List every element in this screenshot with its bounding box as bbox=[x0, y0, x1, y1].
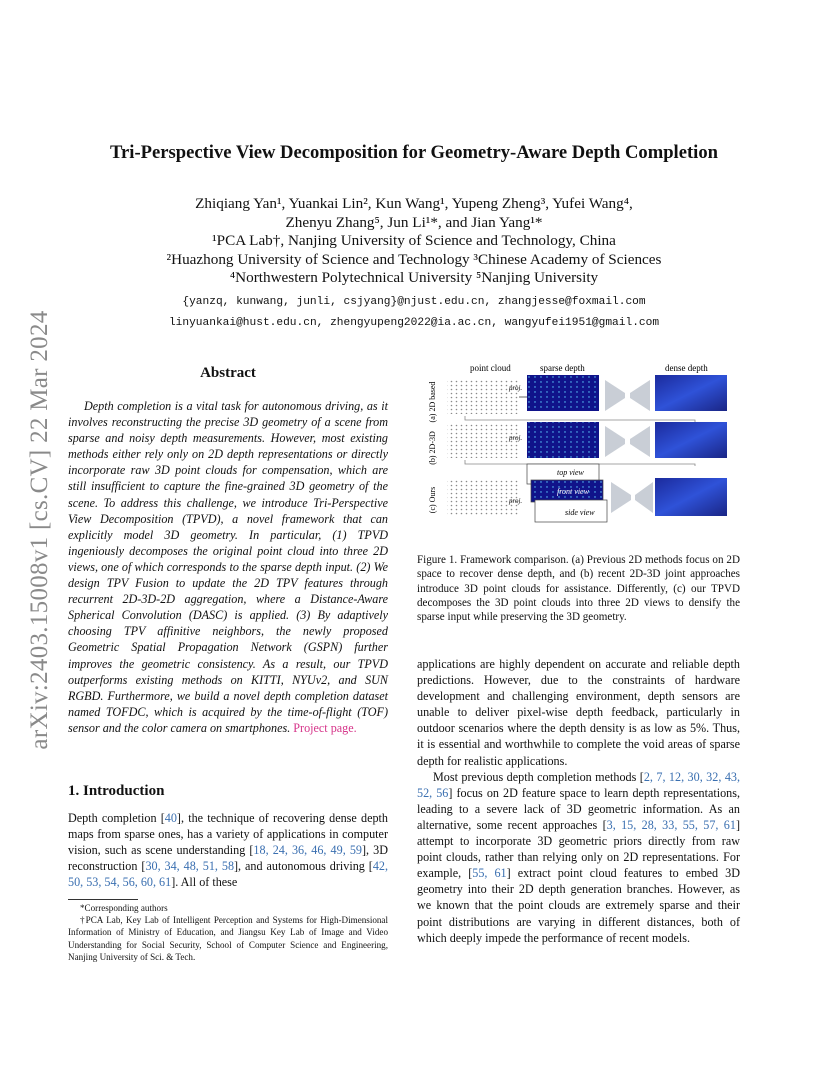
citation-link[interactable]: 30, 34, 48, 51, 58 bbox=[145, 859, 235, 874]
figure-caption: Figure 1. Framework comparison. (a) Previous 2D methods focus on 2D space to recover dense depth, and (b) recent 2D-3D joint approaches introduce 3D point clouds for assistance. Differently, (c) our TPVD decomposes the 3D point clouds into three 2D views to densify the sparse input while preserving the 3D geometry. bbox=[417, 554, 740, 624]
intro-text: ]. All of these bbox=[171, 875, 238, 890]
footnote: †PCA Lab, Key Lab of Intelligent Perception and Systems for High-Dimensional Information of Ministry of Education, and Jiangsu Key Lab of Image and Video Understanding for Social Security, School of Computer Science and Engineering, Nanjing University of Sci. & Tech. bbox=[68, 915, 388, 962]
body-paragraph: applications are highly dependent on accurate and reliable depth predictions. However, due to the constraints of hardware development and challenging environment, depth sensors are unable to deliver pixel-wise depth feedback, particularly in outdoor scenarios where the depth density is as low as 5%. Thus, it is essential and worthwhile to complete the void areas of sparse depth for realistic applications. bbox=[417, 657, 740, 768]
footnote: *Corresponding authors bbox=[80, 903, 168, 913]
figure-1 bbox=[425, 360, 745, 540]
col-label: dense depth bbox=[665, 363, 708, 373]
email-line: {yanzq, kunwang, junli, csjyang}@njust.edu.cn, zhangjesse@foxmail.com bbox=[182, 296, 646, 308]
body-text: ] attempt to incorporate 3D geometric priors directly from raw point clouds, rather than relying only on 2D representations. For example, [ bbox=[417, 817, 740, 881]
affiliation-line: ²Huazhong University of Science and Technology ³Chinese Academy of Sciences bbox=[166, 250, 662, 268]
intro-text: Depth completion [ bbox=[68, 811, 165, 825]
abstract-text: Depth completion is a vital task for autonomous driving, as it involves reconstructing the precise 3D geometry of a scene from sparse and noisy depth measurements. However, most existing methods either rely only on 2D depth representations or directly incorporate raw 3D point clouds for compensation, which are still insufficient to capture the fine-grained 3D geometry of the scene. To address this challenge, we introduce Tri-Perspective View Decomposition (TPVD), a novel framework that can explicitly model 3D geometry. In particular, (1) TPVD ingeniously decomposes the original point cloud into three 2D views, one of which corresponds to the sparse depth input. (2) We design TPV Fusion to update the 2D TPV features through recurrent 2D-3D-2D aggregation, where a Distance-Aware Spherical Convolution (DASC) is applied. (3) By adaptively choosing TPV affinitive neighbors, the newly proposed Geometric Spatial Propagation Network (GSPN) further improves the geometric consistency. As a result, our TPVD outperforms existing methods on KITTI, NYUv2, and SUN RGBD. Furthermore, we build a novel depth completion dataset named TOFDC, which is acquired by the time-of-flight (TOF) sensor and the color camera on smartphones. bbox=[68, 399, 388, 735]
body-text: ] focus on 2D feature space to learn depth representations, leading to a severe lack of 3D geometric information. As an alternative, some recent approaches [ bbox=[417, 785, 740, 832]
project-page-link[interactable]: Project page. bbox=[293, 720, 357, 735]
citation-link[interactable]: 2, 7, 12, 30, 32, 43, 52, 56 bbox=[417, 769, 740, 800]
body-text: ] extract point cloud features to embed 3D geometry into their 2D depth generation branches. However, as we known that the point clouds are extremely sparse and their point distributions are varying in different distances, both of which deeply impede the performance of recent models. bbox=[417, 866, 740, 945]
decoder-shape bbox=[630, 380, 650, 411]
citation-link[interactable]: 55, 61 bbox=[472, 866, 507, 881]
col-label: sparse depth bbox=[540, 363, 585, 373]
row-label: (b) 2D-3D bbox=[428, 431, 437, 465]
decoder-shape bbox=[630, 426, 650, 457]
email-line: linyuankai@hust.edu.cn, zhengyupeng2022@ia.ac.cn, wangyufei1951@gmail.com bbox=[168, 317, 660, 329]
dense-depth-image bbox=[655, 422, 727, 458]
body-text: Most previous depth completion methods [ bbox=[433, 769, 644, 784]
encoder-shape bbox=[605, 426, 625, 457]
dense-depth-image bbox=[655, 375, 727, 411]
abstract-body bbox=[68, 398, 388, 736]
affiliation-line: ¹PCA Lab†, Nanjing University of Science and Technology, China bbox=[212, 232, 616, 250]
citation-link[interactable]: 18, 24, 36, 46, 49, 59 bbox=[253, 843, 362, 858]
email-block bbox=[0, 292, 828, 334]
arxiv-sidebar bbox=[22, 285, 58, 775]
abstract-heading: Abstract bbox=[200, 365, 256, 381]
proj-label: proj. bbox=[509, 434, 523, 442]
author-block bbox=[0, 195, 828, 288]
citation-link[interactable]: 40 bbox=[164, 811, 177, 825]
intro-text: ], the technique of recovering dense depth maps from sparse ones, has a variety of applications in computer vision, such as scene understanding [ bbox=[68, 811, 388, 858]
author-line: Zhenyu Zhang⁵, Jun Li¹*, and Jian Yang¹* bbox=[285, 213, 543, 231]
intro-text: ], 3D reconstruction [ bbox=[68, 843, 389, 874]
affiliation-line: ⁴Northwestern Polytechnical University ⁵Nanjing University bbox=[229, 269, 599, 287]
footnote-rule bbox=[68, 899, 138, 900]
paper-title: Tri-Perspective View Decomposition for Geometry-Aware Depth Completion bbox=[110, 142, 718, 163]
citation-link[interactable]: 3, 15, 28, 33, 55, 57, 61 bbox=[606, 817, 736, 832]
citation-link[interactable]: 42, 50, 53, 54, 56, 60, 61 bbox=[68, 859, 389, 890]
right-column bbox=[417, 656, 740, 946]
dense-depth-image bbox=[655, 478, 727, 516]
framework-diagram bbox=[425, 360, 745, 540]
intro-text: ], and autonomous driving [ bbox=[234, 859, 373, 874]
intro-paragraph bbox=[68, 810, 388, 890]
footnotes bbox=[68, 902, 388, 963]
view-label: front view bbox=[557, 487, 589, 496]
col-label: point cloud bbox=[470, 363, 511, 373]
view-label: top view bbox=[557, 468, 584, 477]
row-label: (a) 2D based bbox=[428, 381, 437, 423]
view-label: side view bbox=[565, 508, 595, 517]
author-line: Zhiqiang Yan¹, Yuankai Lin², Kun Wang¹, Yupeng Zheng³, Yufei Wang⁴, bbox=[195, 195, 633, 212]
arxiv-id: arXiv:2403.15008v1 [cs.CV] 22 Mar 2024 bbox=[26, 310, 53, 750]
proj-label: proj. bbox=[509, 497, 523, 505]
sparse-depth-image bbox=[527, 422, 599, 458]
sparse-depth-image bbox=[527, 375, 599, 411]
body-paragraph bbox=[417, 769, 740, 946]
row-label: (c) Ours bbox=[428, 486, 437, 514]
encoder-shape bbox=[605, 380, 625, 411]
arrow bbox=[465, 416, 695, 422]
decoder-shape bbox=[635, 482, 653, 513]
proj-label: proj. bbox=[509, 384, 523, 392]
section-heading: 1. Introduction bbox=[68, 783, 165, 799]
encoder-shape bbox=[611, 482, 631, 513]
